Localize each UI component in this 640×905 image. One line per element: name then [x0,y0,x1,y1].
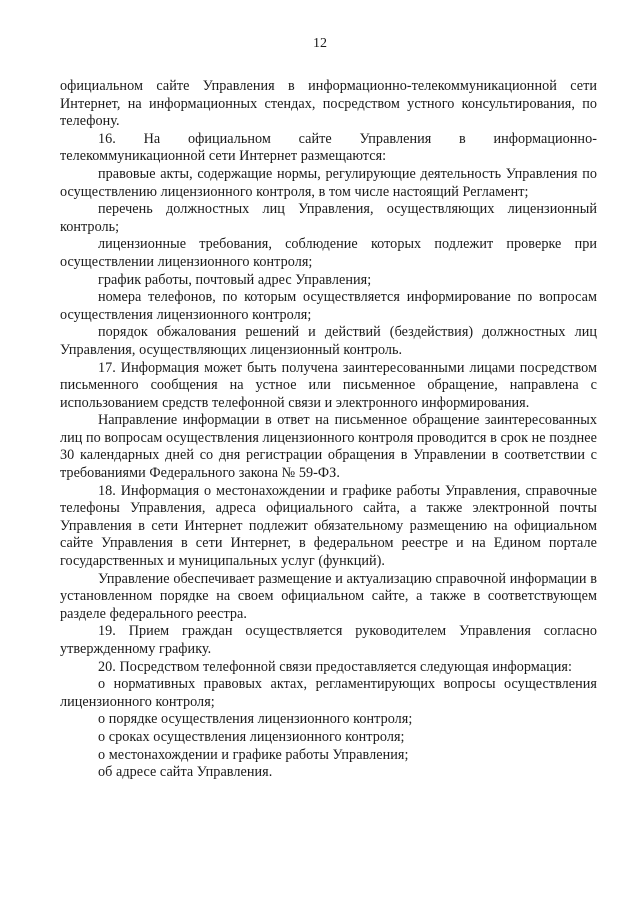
paragraph: лицензионные требования, соблюдение которых подлежит проверке при осуществлении лицензионного контроля; [60,236,597,270]
paragraph: о нормативных правовых актах, регламентирующих вопросы осуществления лицензионного контроля; [60,676,597,710]
paragraph: 19. Прием граждан осуществляется руководителем Управления согласно утвержденному графику. [60,623,597,657]
paragraph: номера телефонов, по которым осуществляется информирование по вопросам осуществления лицензионного контроля; [60,289,597,323]
paragraph: 18. Информация о местонахождении и графике работы Управления, справочные телефоны Управления, адреса официального сайта, а также электронной почты Управления в сети Интернет подлежит обязательному размещению на официальном сайте Управления в сети Интернет, в федеральном реестре и на Едином портале государственных и муниципальных услуг (функций). [60,482,597,570]
paragraph: Направление информации в ответ на письменное обращение заинтересованных лиц по вопросам осуществления лицензионного контроля проводится в срок не позднее 30 календарных дней со дня регистрации обращения в Управлении в соответствии с требованиями Федерального закона № 59-ФЗ. [60,412,597,482]
paragraph: о сроках осуществления лицензионного контроля; [98,728,405,745]
paragraph: о местонахождении и графике работы Управления; [98,746,409,763]
paragraph: график работы, почтовый адрес Управления; [98,271,372,288]
paragraph: перечень должностных лиц Управления, осуществляющих лицензионный контроль; [60,201,597,235]
paragraph: 17. Информация может быть получена заинтересованными лицами посредством письменного сообщения на устное или письменное обращение, направлена с использованием средств телефонной связи и электронного информирования. [60,359,597,411]
paragraph: официальном сайте Управления в информационно-телекоммуникационной сети Интернет, на информационных стендах, посредством устного консультирования, по телефону. [60,78,597,130]
page-number: 12 [313,36,327,51]
document-body [60,78,597,782]
paragraph: 20. Посредством телефонной связи предоставляется следующая информация: [98,658,572,675]
paragraph: 16. На официальном сайте Управления в информационно-телекоммуникационной сети Интернет размещаются: [60,130,597,165]
paragraph: порядок обжалования решений и действий (бездействия) должностных лиц Управления, осуществляющих лицензионный контроль. [60,324,597,358]
paragraph: правовые акты, содержащие нормы, регулирующие деятельность Управления по осуществлению лицензионного контроля, в том числе настоящий Регламент; [60,165,597,200]
paragraph: о порядке осуществления лицензионного контроля; [98,711,413,728]
paragraph: Управление обеспечивает размещение и актуализацию справочной информации в установленном порядке на своем официальном сайте, а также в соответствующем разделе федерального реестра. [60,570,597,622]
paragraph: об адресе сайта Управления. [98,764,273,781]
